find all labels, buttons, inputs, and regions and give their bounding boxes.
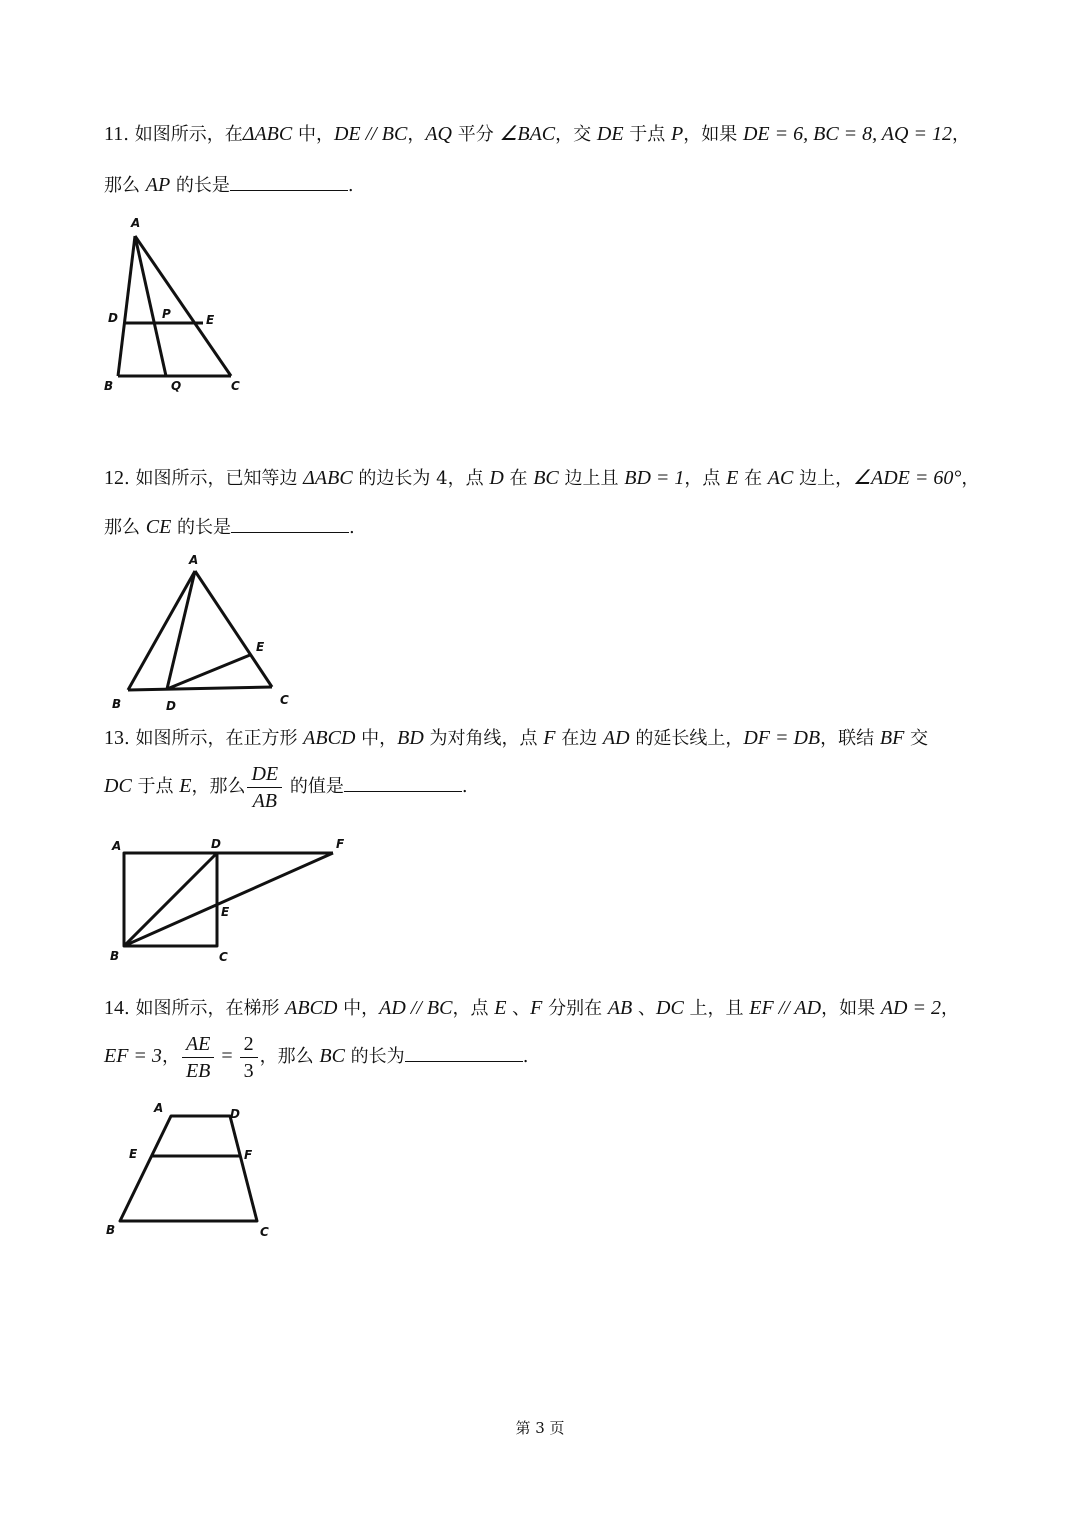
q14-frac2-denominator: 3 — [243, 1059, 254, 1082]
q14-text: . — [522, 1046, 529, 1067]
q11-text: 那么 — [104, 175, 146, 196]
q14-math: AB — [607, 997, 633, 1019]
q11-label-a: A — [131, 216, 141, 230]
q13-label-c: C — [219, 950, 228, 964]
q13-fraction — [247, 761, 282, 814]
q11-math: AQ — [425, 123, 452, 145]
q14-math: BC — [319, 1045, 345, 1067]
q11-figure — [100, 210, 260, 400]
q11-label-d: D — [108, 311, 118, 325]
q12-math: CE — [145, 516, 172, 538]
q12-label-d: D — [166, 699, 176, 713]
q13-math: AD — [602, 727, 630, 749]
q13-math: BD — [397, 727, 424, 749]
q13-label-d: D — [211, 837, 221, 851]
q12-seg-de — [167, 655, 250, 689]
q12-text: 的长是 — [171, 517, 232, 538]
q14-text: ，点 — [452, 998, 495, 1019]
q11-seg-ab — [118, 236, 135, 376]
q11-label-c: C — [231, 379, 240, 393]
page-footer-prefix: 第 — [515, 1419, 536, 1437]
q13-text: . — [461, 776, 468, 797]
q12-text: ，点 — [684, 468, 727, 489]
q14-text: 分别在 — [542, 998, 608, 1019]
q11-label-e: E — [206, 313, 215, 327]
q11-text: 中， — [292, 124, 334, 145]
q11-math: DE — [596, 123, 624, 145]
q12-text: 在 — [503, 468, 534, 489]
q11-math: AP — [145, 174, 171, 196]
q12-label-a: A — [189, 553, 199, 567]
q13-seg-bd — [124, 853, 217, 946]
q12-math: BC — [533, 467, 559, 489]
q13-answer-blank[interactable] — [344, 773, 462, 792]
q11-text: . 如图所示，在 — [123, 124, 243, 145]
q13-number: 13 — [104, 727, 124, 749]
q14-figure — [100, 1092, 280, 1242]
q14-equals: = — [216, 1045, 238, 1067]
q12-line1 — [104, 466, 979, 491]
q14-math: ABCD — [285, 997, 338, 1019]
q13-math: ABCD — [303, 727, 356, 749]
q11-math: DE // BC — [333, 123, 408, 145]
q11-text: ，交 — [555, 124, 597, 145]
q11-answer-blank[interactable] — [230, 172, 348, 191]
q11-math: P — [671, 123, 684, 145]
q13-text: 为对角线，点 — [423, 728, 544, 749]
q13-math: DC — [104, 775, 132, 797]
q14-math: DC — [656, 997, 684, 1019]
q11-text: 的长是 — [170, 175, 230, 196]
q12-line2 — [104, 514, 355, 540]
q11-line2 — [104, 172, 354, 198]
page-footer — [0, 1417, 1080, 1438]
q11-math: DE = 6, BC = 8, AQ = 12 — [742, 123, 952, 145]
q14-text: ，如果 — [821, 998, 881, 1019]
q14-text: 、 — [632, 998, 656, 1019]
q13-frac-denominator: AB — [252, 789, 278, 812]
q11-text: 于点 — [623, 124, 671, 145]
q14-label-e: E — [129, 1147, 138, 1161]
q12-seg-ac — [195, 571, 272, 687]
q13-figure — [100, 830, 360, 975]
q13-math: E — [179, 775, 192, 797]
q14-fraction-2-3 — [240, 1031, 258, 1084]
q13-line2 — [104, 758, 468, 815]
q14-text: ， — [161, 1046, 180, 1067]
q12-text: 边上且 — [558, 468, 625, 489]
q12-number: 12 — [104, 467, 124, 489]
page-footer-suffix: 页 — [544, 1419, 565, 1437]
q14-math: AD = 2 — [880, 997, 941, 1019]
q13-math: BF — [879, 727, 905, 749]
q14-text: 、 — [506, 998, 531, 1019]
q13-label-e: E — [221, 905, 230, 919]
q14-frac-denominator: EB — [185, 1059, 211, 1082]
q12-math: E — [726, 467, 739, 489]
q14-frac-numerator: AE — [182, 1031, 214, 1058]
q13-text: 于点 — [131, 776, 180, 797]
q13-seg-bf — [124, 853, 333, 946]
q12-text: 那么 — [104, 517, 146, 538]
q13-text: 的延长线上， — [629, 728, 744, 749]
q13-text: . 如图所示，在正方形 — [124, 728, 304, 749]
q12-math: ∠ADE = 60° — [853, 467, 962, 489]
q14-answer-blank[interactable] — [405, 1043, 523, 1062]
q12-math: D — [489, 467, 504, 489]
q12-text: . — [349, 517, 355, 538]
q13-text: 的值是 — [284, 776, 344, 797]
q12-label-b: B — [112, 697, 122, 711]
q13-text: 交 — [904, 728, 929, 749]
q13-text: ，联结 — [820, 728, 880, 749]
q12-answer-blank[interactable] — [231, 514, 349, 533]
q11-text: ， — [407, 124, 426, 145]
q14-line2 — [104, 1028, 528, 1085]
q14-label-f: F — [244, 1148, 253, 1162]
q12-text: 的边长为 4，点 — [352, 468, 490, 489]
page-number: 3 — [535, 1419, 545, 1437]
q14-text: ， — [941, 998, 959, 1019]
q11-math: ΔABC — [242, 123, 293, 145]
q14-text: 上，且 — [683, 998, 750, 1019]
q13-math: DF = DB — [743, 727, 821, 749]
q14-fraction-ae-eb — [182, 1031, 214, 1084]
q13-frac-numerator: DE — [247, 761, 282, 788]
q11-text: ，如果 — [683, 124, 743, 145]
q14-line1 — [104, 996, 959, 1021]
q11-math: ∠BAC — [499, 123, 556, 145]
q14-trapezoid — [120, 1116, 257, 1221]
q14-number: 14 — [104, 997, 124, 1019]
q12-seg-bc — [128, 687, 272, 690]
q12-figure — [100, 548, 300, 718]
q13-text: ，那么 — [191, 776, 246, 797]
q12-math: BD = 1 — [624, 467, 685, 489]
q12-math: AC — [767, 467, 794, 489]
q14-label-b: B — [106, 1223, 116, 1237]
q12-math: ΔABC — [303, 467, 353, 489]
q14-text: 的长为 — [344, 1046, 405, 1067]
q14-math: F — [530, 997, 543, 1019]
q13-label-b: B — [110, 949, 120, 963]
q14-math: E — [494, 997, 507, 1019]
q11-text: 平分 — [451, 124, 500, 145]
q11-line1 — [104, 122, 970, 147]
q14-frac2-numerator: 2 — [240, 1031, 258, 1058]
q13-text: 中， — [355, 728, 398, 749]
q13-math: F — [543, 727, 556, 749]
q14-math: AD // BC — [379, 997, 453, 1019]
q14-text: 中， — [337, 998, 380, 1019]
q12-text: . 如图所示，已知等边 — [124, 468, 304, 489]
q14-text: ，那么 — [259, 1046, 320, 1067]
q12-seg-ab — [128, 571, 195, 690]
q13-line1 — [104, 726, 928, 751]
q14-label-d: D — [230, 1107, 240, 1121]
q12-text: 边上， — [793, 468, 854, 489]
q12-label-e: E — [256, 640, 265, 654]
q11-text: . — [347, 175, 354, 196]
q14-text: . 如图所示，在梯形 — [124, 998, 286, 1019]
q11-text: ， — [951, 124, 970, 145]
q11-label-p: P — [162, 307, 171, 321]
q11-label-q: Q — [171, 379, 182, 393]
q13-label-f: F — [336, 837, 345, 851]
q12-seg-ad — [167, 571, 195, 689]
q12-text: ， — [961, 468, 980, 489]
q13-label-a: A — [112, 839, 122, 853]
q12-label-c: C — [280, 693, 289, 707]
q12-text: 在 — [738, 468, 768, 489]
q14-label-a: A — [154, 1101, 164, 1115]
q14-label-c: C — [260, 1225, 269, 1239]
q11-label-b: B — [104, 379, 114, 393]
q14-math: EF = 3 — [104, 1045, 162, 1067]
q14-math: EF // AD — [749, 997, 822, 1019]
q13-text: 在边 — [555, 728, 603, 749]
q11-number: 11 — [104, 123, 124, 145]
